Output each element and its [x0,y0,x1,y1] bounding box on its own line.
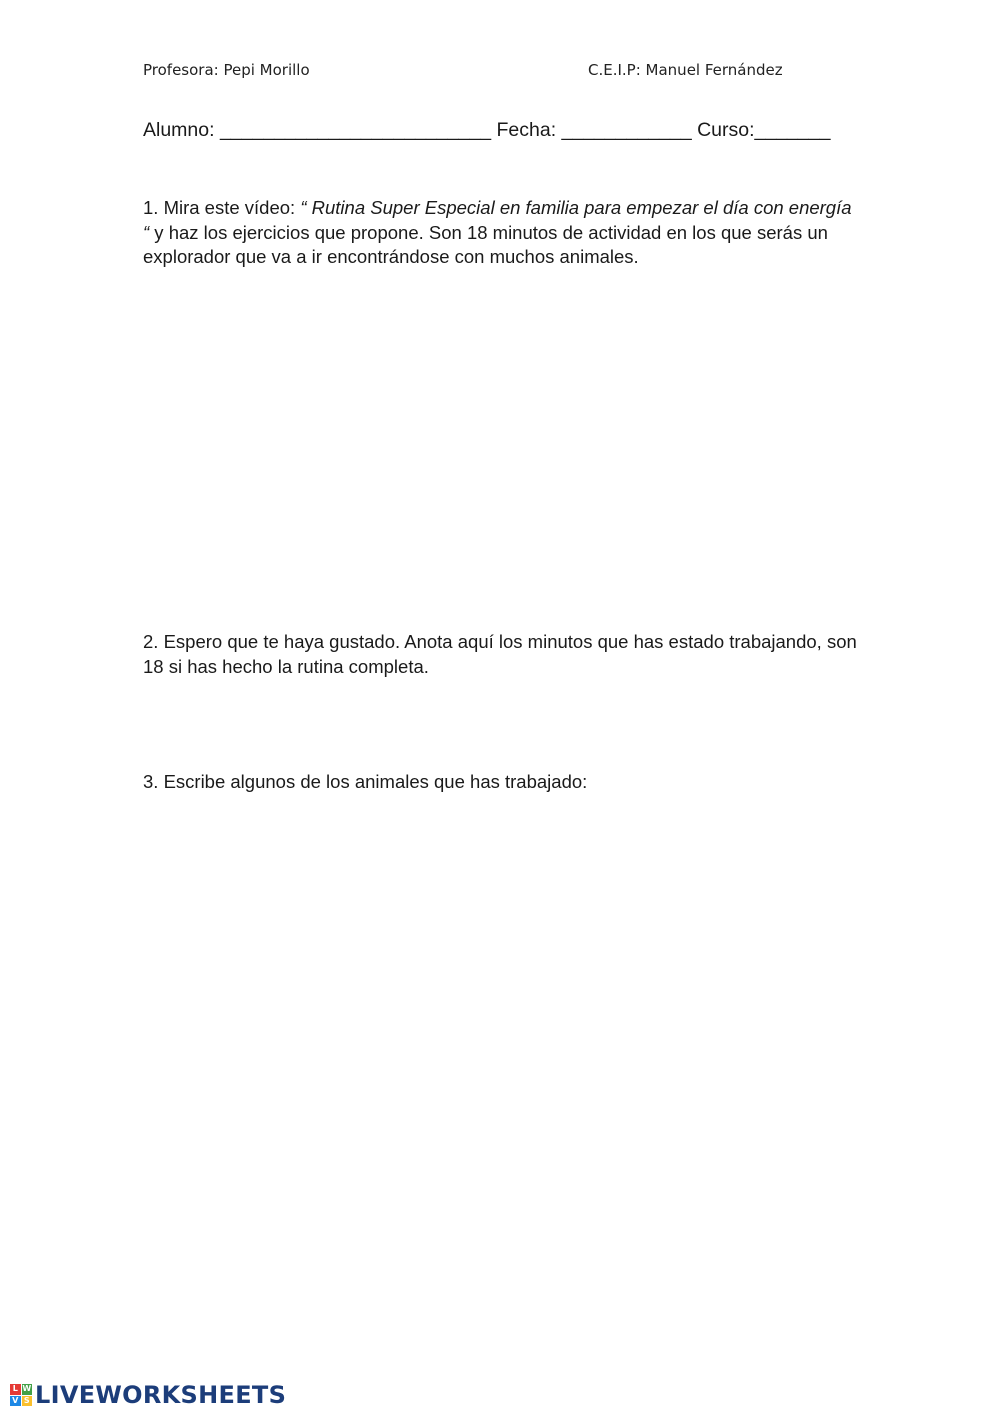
liveworksheets-logo-text: LIVEWORKSHEETS [35,1381,287,1409]
liveworksheets-logo [10,1382,286,1408]
question-1-suffix: y haz los ejercicios que propone. Son 18 minutos de actividad en los que serás un explorador que va a ir encontrándose con muchos animales. [143,221,828,267]
question-2: 2. Espero que te haya gustado. Anota aquí los minutos que has estado trabajando, son 18 si has hecho la rutina completa. [143,631,857,677]
school-name: C.E.I.P: Manuel Fernández [588,61,783,79]
student-info-line: Alumno: _________________________ Fecha: ____________ Curso:_______ [143,119,831,141]
video-title: “ Rutina Super Especial en familia para empezar el día con energía “ [143,197,852,243]
logo-mark-tile: L [10,1384,21,1395]
logo-mark-tile: V [10,1396,21,1407]
logo-mark-tile: S [22,1396,33,1407]
liveworksheets-logo-icon [10,1384,32,1406]
question-1-prefix: 1. Mira este vídeo: [143,197,301,218]
question-3: 3. Escribe algunos de los animales que has trabajado: [143,771,588,792]
logo-mark-tile: W [22,1384,32,1393]
teacher-name: Profesora: Pepi Morillo [143,61,310,79]
question-1 [143,196,858,270]
